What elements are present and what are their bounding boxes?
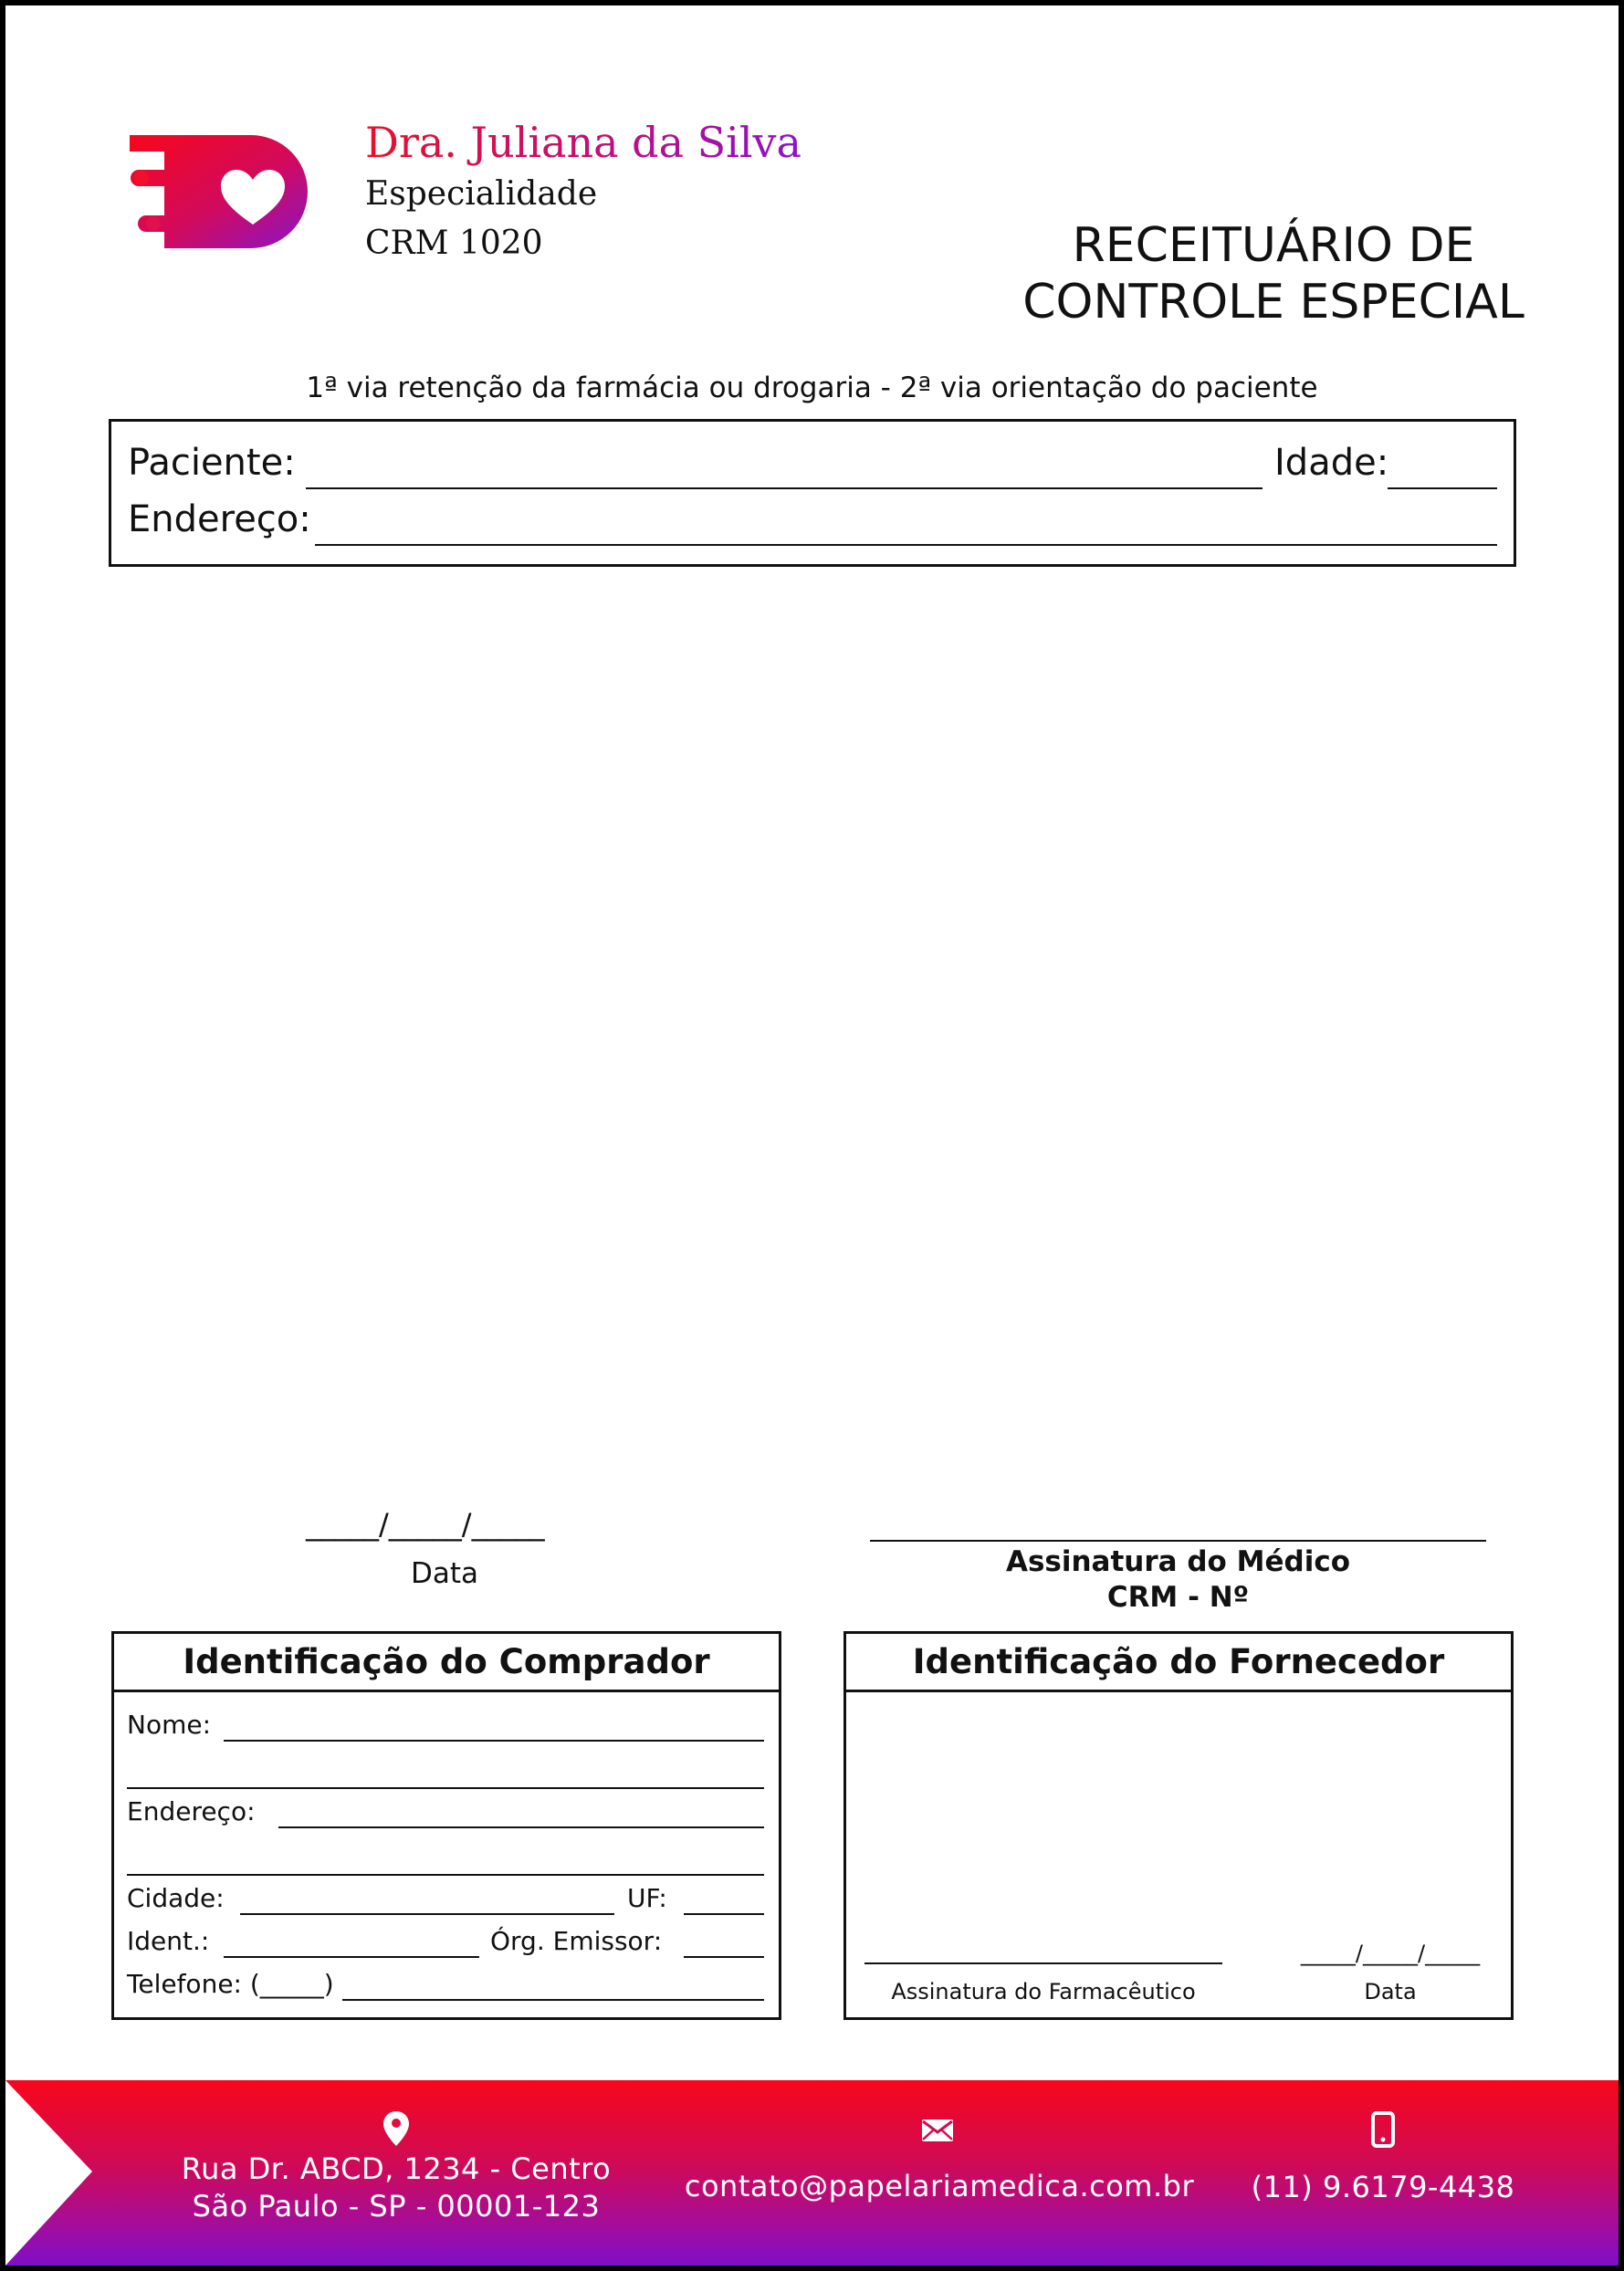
footer-arrow-notch [5, 2080, 97, 2266]
footer-address-line-1: Rua Dr. ABCD, 1234 - Centro [181, 2151, 612, 2186]
footer-phone[interactable]: (11) 9.6179-4438 [1251, 2170, 1515, 2204]
buyer-identification-box [111, 1631, 781, 2020]
patient-label: Paciente: [128, 442, 296, 484]
age-field[interactable] [1388, 449, 1497, 489]
doctor-specialty: Especialidade [365, 175, 598, 213]
envelope-icon [922, 2119, 953, 2141]
address-field[interactable] [315, 506, 1497, 546]
footer-bar [5, 2080, 1619, 2266]
date-caption: Data [410, 1557, 479, 1590]
buyer-city-label: Cidade: [127, 1883, 225, 1913]
supplier-date-caption: Data [1364, 1979, 1417, 2004]
buyer-ident-label: Ident.: [127, 1926, 210, 1956]
address-label: Endereço: [128, 498, 311, 540]
pharmacist-signature-line[interactable] [864, 1944, 1222, 1964]
buyer-name-field-2[interactable] [127, 1760, 764, 1789]
footer-email[interactable]: contato@papelariamedica.com.br [684, 2169, 1195, 2203]
buyer-uf-field[interactable] [684, 1886, 764, 1915]
crm-number-caption: CRM - Nº [1106, 1581, 1250, 1614]
footer-address-line-2: São Paulo - SP - 00001-123 [192, 2189, 601, 2224]
pharmacist-signature-caption: Assinatura do Farmacêutico [891, 1979, 1196, 2004]
supplier-box-title: Identificação do Fornecedor [846, 1634, 1511, 1692]
buyer-box-title: Identificação do Comprador [114, 1634, 779, 1692]
copy-instructions: 1ª via retenção da farmácia ou drogaria - 2ª via orientação do paciente [306, 372, 1318, 404]
document-title [968, 217, 1579, 330]
supplier-date-field[interactable]: _____/_____/_____ [1300, 1941, 1481, 1966]
location-pin-icon [383, 2111, 409, 2146]
doctor-crm: CRM 1020 [365, 225, 543, 262]
supplier-identification-box [843, 1631, 1514, 2020]
age-label: Idade: [1274, 442, 1389, 484]
buyer-address-field[interactable] [278, 1799, 764, 1828]
heart-logo-icon [130, 131, 312, 250]
buyer-uf-label: UF: [627, 1883, 667, 1913]
buyer-city-field[interactable] [240, 1886, 614, 1915]
buyer-name-field[interactable] [224, 1712, 764, 1742]
buyer-issuer-label: Órg. Emissor: [490, 1926, 663, 1956]
buyer-ident-field[interactable] [224, 1929, 479, 1958]
mobile-phone-icon [1371, 2111, 1395, 2148]
buyer-name-label: Nome: [127, 1710, 212, 1740]
patient-name-field[interactable] [306, 449, 1263, 489]
buyer-phone-field[interactable] [342, 1972, 764, 2001]
doctor-signature-line[interactable] [870, 1522, 1486, 1542]
buyer-address-label: Endereço: [127, 1796, 256, 1826]
buyer-issuer-field[interactable] [684, 1929, 764, 1958]
prescription-date-field[interactable]: _____/_____/_____ [306, 1507, 545, 1542]
buyer-address-field-2[interactable] [127, 1847, 764, 1876]
buyer-phone-label: Telefone: (_____) [127, 1969, 334, 1999]
doctor-signature-caption: Assinatura do Médico [1005, 1545, 1351, 1578]
patient-box [109, 419, 1516, 567]
doctor-name: Dra. Juliana da Silva [365, 115, 802, 170]
title-line-1: RECEITUÁRIO DE [1072, 218, 1475, 273]
title-line-2: CONTROLE ESPECIAL [1022, 275, 1524, 330]
